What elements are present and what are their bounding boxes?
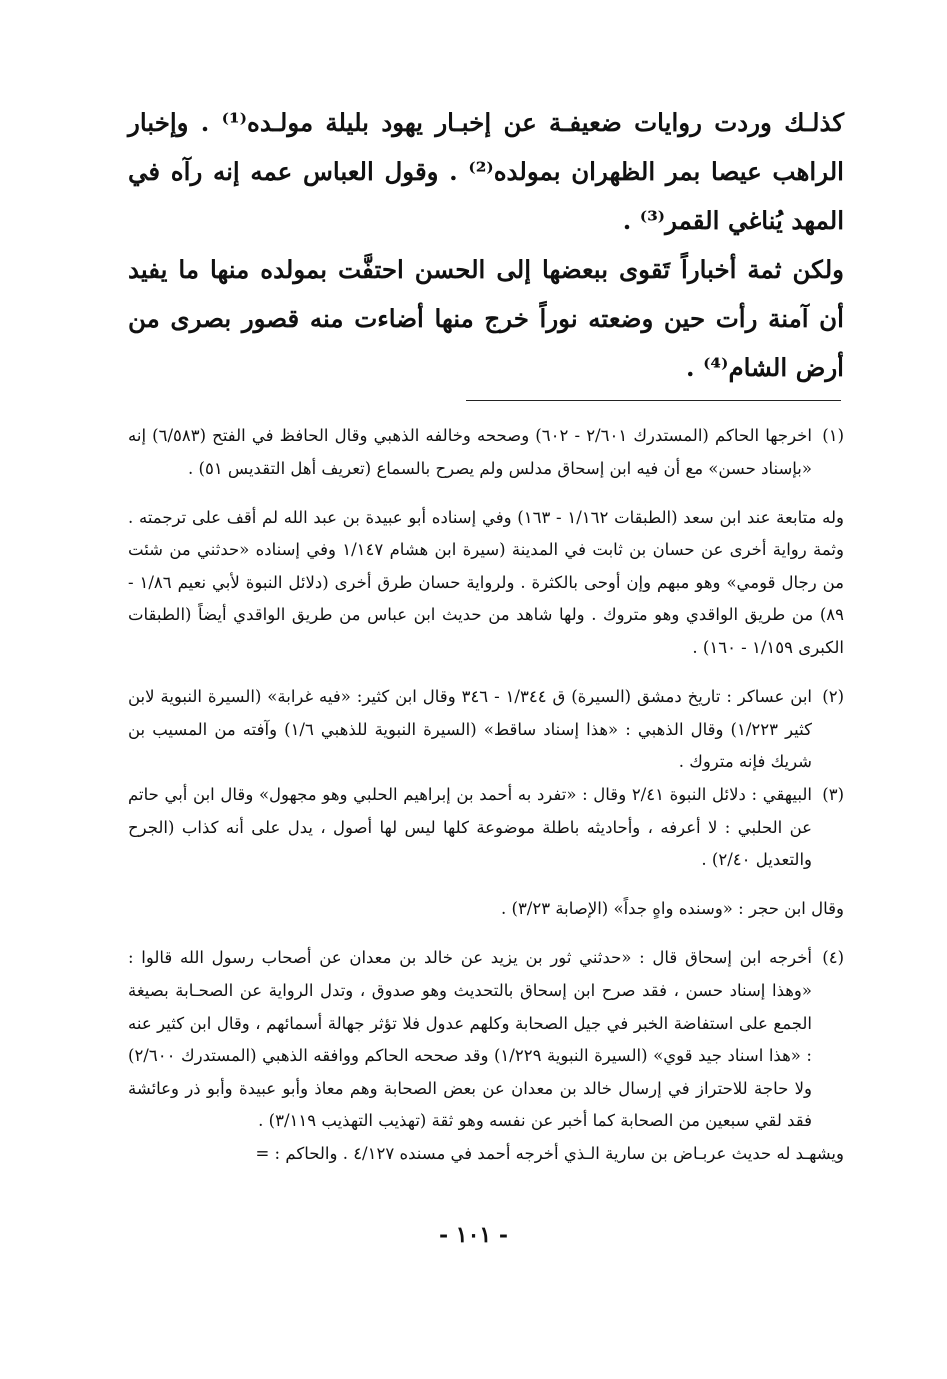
footnote-divider (466, 400, 841, 401)
footnote-paragraph: وقال ابن حجر : «وسنده واهٍ جداً» (الإصابة ٣/٢٣) . (501, 899, 844, 919)
footnote-1 (128, 420, 844, 485)
footnote-body (128, 681, 812, 779)
main-paragraph-1: كذلـك وردت روايات ضعيفـة عن إخبـار يهود بليلة مولـده⁽¹⁾ . وإخبار الراهب عيصا بمر الظهران بمولده⁽²⁾ . وقول العباس عمه إنه رآه في المهد يُناغي القمر⁽³⁾ . (128, 108, 845, 235)
footnote-4 (128, 942, 844, 1138)
footnote-paragraph: وله متابعة عند ابن سعد (الطبقات ١/١٦٢ - ١٦٣) وفي إسناده أبو عبيدة بن عبد الله لم أقف على ترجمته . وثمة رواية أخرى عن حسان بن ثابت في المدينة (سيرة ابن هشام ١/١٤٧ وفي إسناده «حدثني من شئت من رجال قومي» وهو مبهم وإن أوحى بالكثرة . ولرواية حسان طرق أخرى (دلائل النبوة لأبي نعيم ١/٨٦ - ٨٩) من طريق الواقدي وهو متروك . ولها شاهد من حديث ابن عباس من طريق الواقدي أيضاً (الطبقات الكبرى ١/١٥٩ - ١٦٠) . (128, 507, 844, 658)
footnote-3-continued (128, 877, 844, 943)
footnote-number: (٣) (822, 784, 844, 804)
footnote-paragraph: البيهقي : دلائل النبوة ٢/٤١ وقال : «تفرد به أحمد بن إبراهيم الحلبي وهو مجهول» وقال ابن أبي حاتم عن الحلبي : لا أعرفه ، وأحاديثه باطلة موضوعة كلها ليس لها أصول ، يدل على أنه كذاب (الجرح والتعديل ٢/٤٠) . (128, 784, 812, 870)
footnote-body (128, 942, 812, 1138)
footnote-number: (٢) (822, 687, 844, 707)
footnotes (128, 420, 844, 1170)
footnote-2 (128, 681, 844, 779)
footnote-body (128, 420, 812, 485)
footnote-number: (١) (822, 426, 844, 445)
footnote-paragraph: ابن عساكر : تاريخ دمشق (السيرة) ق ١/٣٤٤ - ٣٤٦ وقال ابن كثير: «فيه غرابة» (السيرة النبوية لابن كثير ١/٢٢٣) وقال الذهبي : «هذا إسناد ساقط» (السيرة النبوية للذهبي ١/٦) وآفته من المسيب بن شريك فإنه متروك . (128, 687, 812, 772)
footnote-3 (128, 779, 844, 877)
page-number: - ١٠١ - (438, 1222, 509, 1248)
footnote-number: (٤) (822, 948, 844, 968)
footnote-continuation: ويشهـد له حديث عربـاض بن سارية الـذي أخرجه أحمد في مسنده ٤/١٢٧ . والحاكم : = (255, 1143, 844, 1163)
footnote-body (128, 779, 812, 877)
main-paragraph-2: ولكن ثمة أخباراً تَقوى ببعضها إلى الحسن احتفَّت بمولده منها ما يفيد أن آمنة رأت حين وضعته نوراً خرج منها أضاءت منه قصور بصرى من أرض الشام⁽⁴⁾ . (128, 255, 844, 382)
footnote-paragraph: اخرجها الحاكم (المستدرك ٢/٦٠١ - ٦٠٢) وصححه وخالفه الذهبي وقال الحافظ في الفتح (٦/٥٨٣) إنه «بإسناد حسن» مع أن فيه ابن إسحاق مدلس ولم يصرح بالسماع (تعريف أهل التقديس ٥١) . (128, 426, 812, 478)
main-text (128, 98, 844, 392)
footnote-1-continued (128, 485, 844, 681)
footnote-paragraph: أخرجه ابن إسحاق قال : «حدثني ثور بن يزيد عن خالد بن معدان عن أصحاب رسول الله قالوا : «وهذا إسناد حسن ، فقد صرح ابن إسحاق بالتحديث وهو صدوق ، وتدل الرواية عن الصحـابة بصيغة الجمع على استفاضة الخبر في جيل الصحابة وكلهم عدول فلا تؤثر جهالة أسمائهم ، وقال ابن كثير عنه : «هذا اسناد جيد قوي» (السيرة النبوية ١/٢٢٩) وقد صححه الحاكم ووافقه الذهبي (المستدرك ٢/٦٠٠) ولا حاجة للاحتراز في إرسال خالد بن معدان عن بعض الصحابة وهم معاذ وأبو عبيدة وأبو ذر وعائشة فقد لقي سبعين من الصحابة كما أخبر عن نفسه وهو ثقة (تهذيب التهذيب ٣/١١٩) . (128, 948, 812, 1131)
